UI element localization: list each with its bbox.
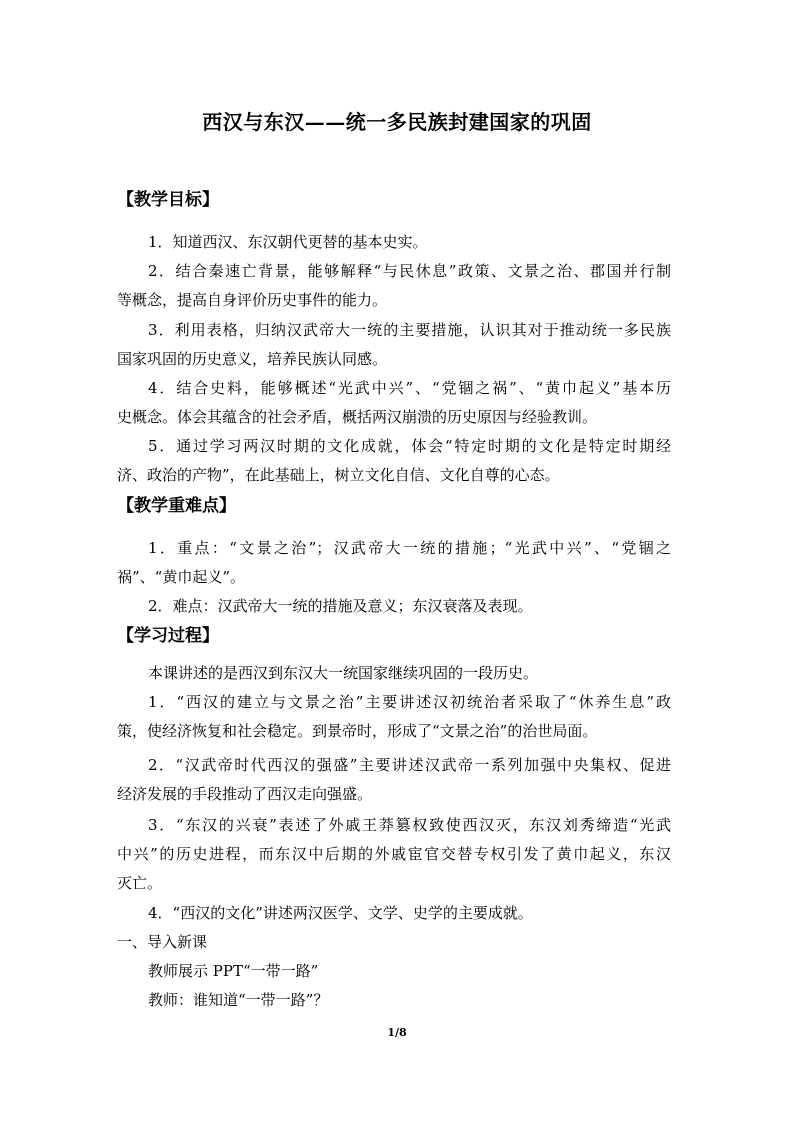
- section-heading-process: 【学习过程】: [117, 626, 219, 646]
- objectives-line: 国家巩固的历史意义，培养民族认同感。: [117, 350, 388, 368]
- process-line: 策，使经济恢复和社会稳定。到景帝时，形成了“文景之治”的治世局面。: [117, 722, 598, 740]
- objectives-line: 4．结合史料，能够概述“光武中兴”、“党锢之祸”、“黄巾起义”基本历: [148, 379, 671, 397]
- process-line: 4．“西汉的文化”讲述两汉医学、文学、史学的主要成就。: [148, 904, 533, 922]
- page-number: 1/8: [387, 1026, 407, 1039]
- process-line: 3．“东汉的兴衰”表述了外戚王莽篡权致使西汉灭，东汉刘秀缔造“光武: [148, 816, 671, 834]
- process-line: 2．“汉武帝时代西汉的强盛”主要讲述汉武帝一系列加强中央集权、促进: [148, 756, 671, 774]
- objectives-line: 1．知道西汉、东汉朝代更替的基本史实。: [148, 233, 428, 251]
- process-line: 本课讲述的是西汉到东汉大一统国家继续巩固的一段历史。: [148, 664, 539, 682]
- section-heading-key-points: 【教学重难点】: [117, 496, 236, 516]
- objectives-line: 3．利用表格，归纳汉武帝大一统的主要措施，认识其对于推动统一多民族: [148, 321, 671, 339]
- objectives-line: 5．通过学习两汉时期的文化成就，体会“特定时期的文化是特定时期经: [148, 437, 671, 455]
- key-points-line: 2．难点：汉武帝大一统的措施及意义；东汉衰落及表现。: [148, 597, 533, 615]
- objectives-line: 济、政治的产物”，在此基础上，树立文化自信、文化自尊的心态。: [117, 466, 560, 484]
- section-heading-objectives: 【教学目标】: [117, 190, 219, 210]
- key-points-line: 祸”、“黄巾起义”。: [117, 568, 246, 586]
- process-line: 中兴”的历史进程，而东汉中后期的外戚宦官交替专权引发了黄巾起义，东汉: [117, 845, 671, 863]
- key-points-line: 1．重点：“文景之治”；汉武帝大一统的措施；“光武中兴”、“党锢之: [148, 539, 671, 557]
- process-line: 教师展示 PPT“一带一路”: [148, 962, 319, 980]
- document-title: 西汉与东汉——统一多民族封建国家的巩固: [202, 110, 592, 134]
- process-line: 教师：谁知道“一带一路”？: [148, 991, 329, 1009]
- process-line: 经济发展的手段推动了西汉走向强盛。: [117, 785, 373, 803]
- objectives-line: 2．结合秦速亡背景，能够解释“与民休息”政策、文景之治、郡国并行制: [148, 262, 671, 280]
- process-line: 1．“西汉的建立与文景之治”主要讲述汉初统治者采取了“休养生息”政: [148, 693, 671, 711]
- objectives-line: 等概念，提高自身评价历史事件的能力。: [117, 291, 388, 309]
- objectives-line: 史概念。体会其蕴含的社会矛盾，概括两汉崩溃的历史原因与经验教训。: [117, 408, 598, 426]
- process-line: 灭亡。: [117, 874, 163, 892]
- subsection-heading: 一、导入新课: [117, 933, 208, 951]
